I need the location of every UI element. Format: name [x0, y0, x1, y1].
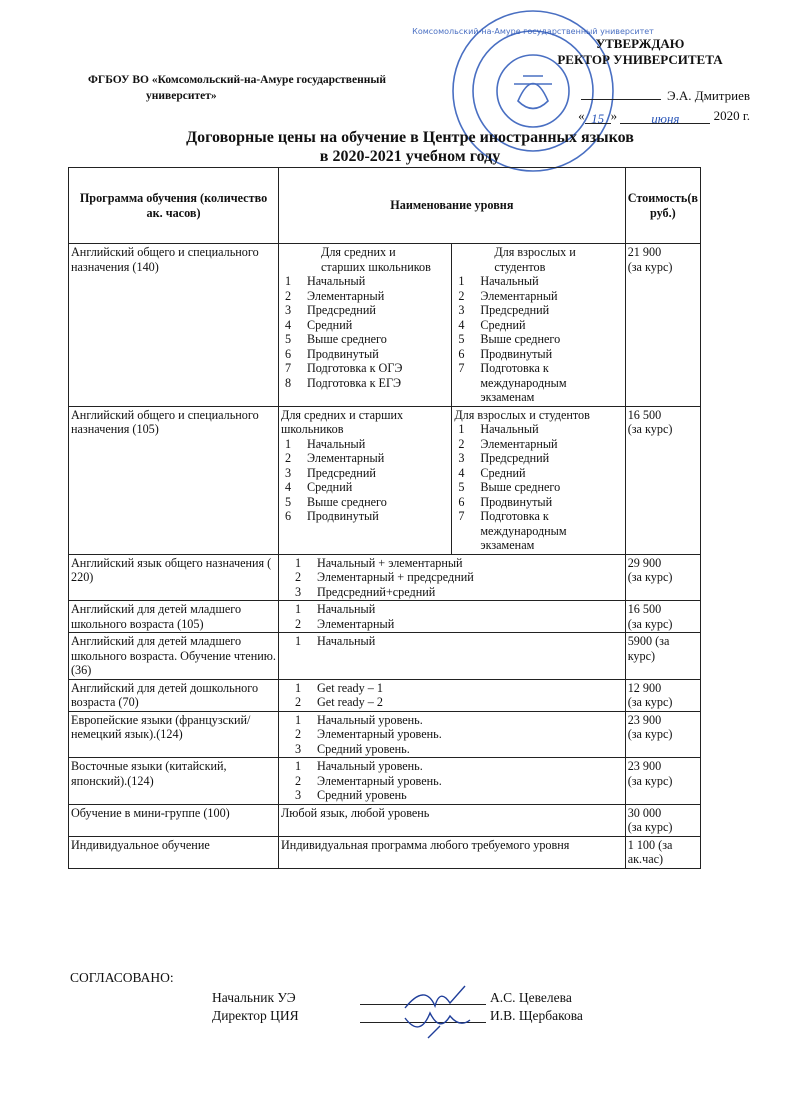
- level-number: 1: [458, 274, 465, 288]
- program-cell: Европейские языки (французский/немецкий язык).(124): [69, 711, 279, 758]
- program-cell: Обучение в мини-группе (100): [69, 804, 279, 836]
- header-cost: Стоимость(в руб.): [625, 168, 700, 244]
- signer-name-2: И.В. Щербакова: [490, 1008, 583, 1023]
- level-name: Средний: [480, 465, 526, 480]
- price-cell: [625, 244, 700, 407]
- level-name: Начальный: [317, 634, 376, 648]
- level-number: 2: [295, 695, 302, 709]
- level-cell: [279, 601, 626, 633]
- list-item: [281, 451, 449, 466]
- level-number: 4: [285, 317, 292, 332]
- signer-role-2: Директор ЦИЯ: [212, 1008, 299, 1023]
- level-number: 1: [295, 602, 302, 616]
- level-name: Продвинутый: [480, 494, 553, 509]
- level-number: 4: [458, 317, 465, 332]
- table-row: [69, 244, 701, 407]
- level-number: 1: [295, 555, 302, 570]
- price-note: (за курс): [627, 259, 673, 274]
- level-number: 1: [295, 634, 302, 648]
- org-line-2: университет»: [146, 90, 217, 102]
- level-number: 3: [285, 303, 292, 317]
- level-number: 2: [285, 288, 292, 303]
- table-row: [69, 758, 701, 805]
- program-cell: Восточные языки (китайский, японский).(124): [69, 758, 279, 805]
- level-name: Подготовка к ЕГЭ: [307, 375, 402, 390]
- level-cell: [279, 406, 626, 554]
- level-name: Выше среднего: [307, 494, 387, 509]
- level-name: Выше среднего: [480, 480, 561, 494]
- org-line-1: ФГБОУ ВО «Комсомольский-на-Амуре государственный: [88, 74, 386, 86]
- level-cell: [279, 633, 626, 680]
- list-item: [291, 695, 623, 710]
- level-name: Предсредний: [307, 303, 376, 317]
- list-item: [454, 318, 622, 333]
- price-cell: [625, 804, 700, 836]
- price-value: 16 500: [627, 602, 662, 616]
- signature-blank: [581, 99, 661, 100]
- level-name: Продвинутый: [307, 509, 379, 523]
- level-name: Get ready – 2: [317, 695, 383, 709]
- price-value: 30 000: [627, 805, 662, 820]
- list-item: [291, 585, 623, 600]
- level-cell: [279, 758, 626, 805]
- seal-lettering: Комсомольский-на-Амуре государственный университет: [412, 27, 654, 36]
- list-item: [454, 361, 622, 405]
- price-note: (за курс): [627, 570, 673, 584]
- price-value: 1 100 (за: [627, 837, 673, 852]
- program-cell: Английский для детей младшего школьного возраста. Обучение чтению. (36): [69, 633, 279, 680]
- list-item: [281, 303, 449, 318]
- level-name: Средний: [480, 317, 526, 332]
- agreed-label: СОГЛАСОВАНО:: [70, 970, 174, 985]
- price-cell: [625, 758, 700, 805]
- level-cell: [279, 554, 626, 601]
- level-number: 6: [285, 509, 292, 523]
- list-item: [281, 495, 449, 510]
- list-item: [281, 509, 449, 524]
- left-audience-column: [279, 407, 451, 554]
- level-number: 5: [458, 332, 465, 346]
- prices-table: [68, 167, 701, 869]
- price-note: (за курс): [627, 820, 673, 834]
- list-item: [454, 332, 622, 347]
- level-name: Подготовка к международным экзаменам: [480, 509, 567, 552]
- price-cell: [625, 711, 700, 758]
- list-item: [454, 347, 622, 362]
- level-name: Подготовка к международным экзаменам: [480, 361, 567, 404]
- list-item: [291, 713, 623, 728]
- list-item: [281, 318, 449, 333]
- approval-date: « 15 » июня 2020 г.: [578, 108, 750, 126]
- table-row: [69, 711, 701, 758]
- list-item: [291, 742, 623, 757]
- price-cell: [625, 601, 700, 633]
- level-number: 2: [285, 451, 292, 465]
- header-program: Программа обучения (количество ак. часов): [69, 168, 279, 244]
- price-cell: [625, 836, 700, 868]
- level-name: Предсредний: [307, 465, 376, 480]
- level-number: 6: [458, 494, 465, 509]
- level-cell: [279, 711, 626, 758]
- level-name: Выше среднего: [480, 332, 561, 346]
- table-row: [69, 836, 701, 868]
- level-name: Элементарный: [307, 288, 385, 303]
- table-row: [69, 554, 701, 601]
- level-number: 1: [295, 680, 302, 695]
- level-number: 3: [295, 741, 302, 756]
- price-value: 21 900: [627, 245, 662, 259]
- price-note: (за курс): [627, 422, 673, 436]
- table-row: [69, 679, 701, 711]
- level-number: 2: [295, 727, 302, 741]
- level-number: 2: [295, 616, 302, 631]
- level-number: 1: [285, 274, 292, 288]
- list-item: [454, 451, 622, 466]
- level-number: 1: [295, 759, 302, 773]
- program-cell: Английский общего и специального назначения (105): [69, 406, 279, 554]
- level-number: 2: [295, 570, 302, 584]
- level-number: 1: [295, 712, 302, 727]
- level-name: Элементарный: [307, 451, 385, 465]
- title-line-1: Договорные цены на обучение в Центре иностранных языков: [186, 129, 634, 146]
- level-number: 8: [285, 375, 292, 390]
- level-number: 4: [458, 465, 465, 480]
- level-number: 7: [458, 509, 465, 523]
- date-month: июня: [620, 111, 710, 124]
- level-name: Средний уровень: [317, 788, 407, 802]
- audience-heading: Для взрослых и студентов: [454, 407, 590, 422]
- price-value: 23 900: [627, 712, 662, 727]
- rector-name: Э.А. Дмитриев: [667, 88, 750, 103]
- title-line-2: в 2020-2021 учебном году: [319, 148, 501, 165]
- level-name: Начальный + элементарный: [317, 555, 463, 570]
- list-item: [291, 556, 623, 571]
- document-title: [60, 128, 760, 166]
- list-item: [454, 437, 622, 452]
- list-item: [454, 303, 622, 318]
- level-number: 3: [458, 451, 465, 465]
- level-list: [281, 681, 623, 710]
- level-name: Начальный: [307, 274, 366, 288]
- audience-heading: Для средних и старших школьников: [281, 407, 404, 436]
- level-name: Предсредний: [480, 451, 550, 465]
- list-item: [454, 274, 622, 289]
- level-number: 3: [285, 465, 292, 480]
- level-name: Продвинутый: [480, 346, 553, 361]
- list-item: [454, 289, 622, 304]
- list-item: [291, 617, 623, 632]
- price-value: 16 500: [627, 407, 662, 422]
- level-name: Средний: [307, 480, 353, 494]
- level-list: [454, 422, 622, 553]
- approval-block: [540, 36, 740, 68]
- level-name: Начальный уровень.: [317, 759, 423, 773]
- level-name: Выше среднего: [307, 332, 387, 346]
- right-audience-column: [451, 244, 624, 406]
- right-audience-column: [451, 407, 624, 554]
- list-item: [281, 332, 449, 347]
- audience-heading: Для взрослых и студентов: [494, 245, 576, 274]
- level-name: Предсредний: [480, 303, 550, 317]
- level-name: Элементарный уровень.: [317, 773, 442, 788]
- level-number: 7: [285, 361, 292, 375]
- date-year: 2020 г.: [713, 108, 750, 123]
- level-number: 5: [285, 494, 292, 509]
- price-note: ак.час): [627, 852, 664, 866]
- price-value: 5900 (за: [627, 634, 670, 648]
- signer-role-1: Начальник УЭ: [212, 990, 296, 1005]
- level-name: Подготовка к ОГЭ: [307, 361, 403, 375]
- level-number: 1: [458, 422, 465, 436]
- approve-heading: УТВЕРЖДАЮ: [595, 36, 685, 51]
- level-number: 2: [458, 288, 465, 303]
- list-item: [291, 727, 623, 742]
- table-row: [69, 804, 701, 836]
- audience-heading: Для средних и старших школьников: [321, 245, 431, 274]
- level-list: [281, 556, 623, 600]
- list-item: [291, 634, 623, 649]
- level-name: Предсредний+средний: [317, 584, 436, 599]
- list-item: [454, 509, 622, 553]
- list-item: [281, 376, 449, 391]
- level-number: 2: [295, 773, 302, 788]
- level-number: 3: [295, 788, 302, 802]
- program-cell: Индивидуальное обучение: [69, 836, 279, 868]
- level-number: 5: [285, 332, 292, 346]
- level-name: Начальный: [480, 422, 539, 436]
- level-number: 6: [458, 346, 465, 361]
- price-cell: [625, 679, 700, 711]
- price-note: (за курс): [627, 616, 673, 631]
- level-cell: [279, 679, 626, 711]
- level-list: [281, 437, 449, 524]
- list-item: [291, 774, 623, 789]
- price-note: курс): [627, 648, 656, 663]
- list-item: [454, 422, 622, 437]
- table-row: [69, 601, 701, 633]
- price-value: 12 900: [627, 680, 662, 695]
- program-cell: Английский для детей младшего школьного возраста (105): [69, 601, 279, 633]
- handwritten-signature-2: [400, 998, 490, 1048]
- svg-text:Комсомольский-на-Амуре государ: [412, 27, 654, 36]
- rector-signature-line: [560, 88, 750, 104]
- price-value: 29 900: [627, 555, 662, 570]
- header-level: Наименование уровня: [279, 168, 626, 244]
- list-item: [281, 466, 449, 481]
- level-name: Начальный уровень.: [317, 712, 423, 727]
- level-number: 7: [458, 361, 465, 375]
- level-name: Элементарный + предсредний: [317, 570, 474, 584]
- price-note: (за курс): [627, 773, 673, 788]
- organization-name: [88, 72, 428, 104]
- level-name: Get ready – 1: [317, 680, 383, 695]
- level-name: Средний уровень.: [317, 741, 410, 756]
- level-number: 3: [295, 584, 302, 599]
- level-name: Начальный: [317, 602, 376, 616]
- list-item: [281, 437, 449, 452]
- list-item: [454, 495, 622, 510]
- level-name: Элементарный уровень.: [317, 727, 442, 741]
- list-item: [281, 347, 449, 362]
- level-cell: [279, 244, 626, 407]
- table-row: [69, 406, 701, 554]
- level-number: 3: [458, 303, 465, 317]
- level-number: 2: [458, 436, 465, 451]
- list-item: [454, 480, 622, 495]
- signer-name-1: А.С. Цевелева: [490, 990, 572, 1005]
- price-note: (за курс): [627, 727, 673, 741]
- level-name: Элементарный: [480, 288, 558, 303]
- list-item: [291, 788, 623, 803]
- price-value: 23 900: [627, 759, 662, 773]
- list-item: [281, 480, 449, 495]
- list-item: [281, 361, 449, 376]
- list-item: [291, 570, 623, 585]
- price-cell: [625, 554, 700, 601]
- level-name: Начальный: [480, 274, 539, 288]
- level-name: Продвинутый: [307, 346, 379, 361]
- level-list: [281, 634, 623, 649]
- list-item: [291, 759, 623, 774]
- table-body: [69, 244, 701, 869]
- left-audience-column: [279, 244, 451, 406]
- table-header-row: [69, 168, 701, 244]
- list-item: [281, 289, 449, 304]
- approve-rector-title: РЕКТОР УНИВЕРСИТЕТА: [557, 52, 723, 67]
- level-list: [281, 602, 623, 631]
- price-cell: [625, 406, 700, 554]
- list-item: [454, 466, 622, 481]
- table-row: [69, 633, 701, 680]
- level-name: Элементарный: [317, 616, 395, 631]
- level-name: Средний: [307, 317, 353, 332]
- program-cell: Английский общего и специального назначения (140): [69, 244, 279, 407]
- level-number: 4: [285, 480, 292, 494]
- level-name: Начальный: [307, 436, 366, 451]
- date-day: 15: [585, 111, 611, 124]
- price-cell: [625, 633, 700, 680]
- level-list: [281, 274, 449, 390]
- price-note: (за курс): [627, 695, 673, 709]
- level-number: 6: [285, 346, 292, 361]
- level-number: 5: [458, 480, 465, 494]
- level-number: 1: [285, 436, 292, 451]
- level-list: [454, 274, 622, 405]
- program-cell: Английский для детей дошкольного возраста (70): [69, 679, 279, 711]
- level-list: [281, 759, 623, 803]
- list-item: [291, 602, 623, 617]
- list-item: [291, 681, 623, 696]
- level-list: [281, 713, 623, 757]
- program-cell: Английский язык общего назначения ( 220): [69, 554, 279, 601]
- level-cell: Любой язык, любой уровень: [279, 804, 626, 836]
- level-name: Элементарный: [480, 436, 558, 451]
- level-cell: Индивидуальная программа любого требуемого уровня: [279, 836, 626, 868]
- list-item: [281, 274, 449, 289]
